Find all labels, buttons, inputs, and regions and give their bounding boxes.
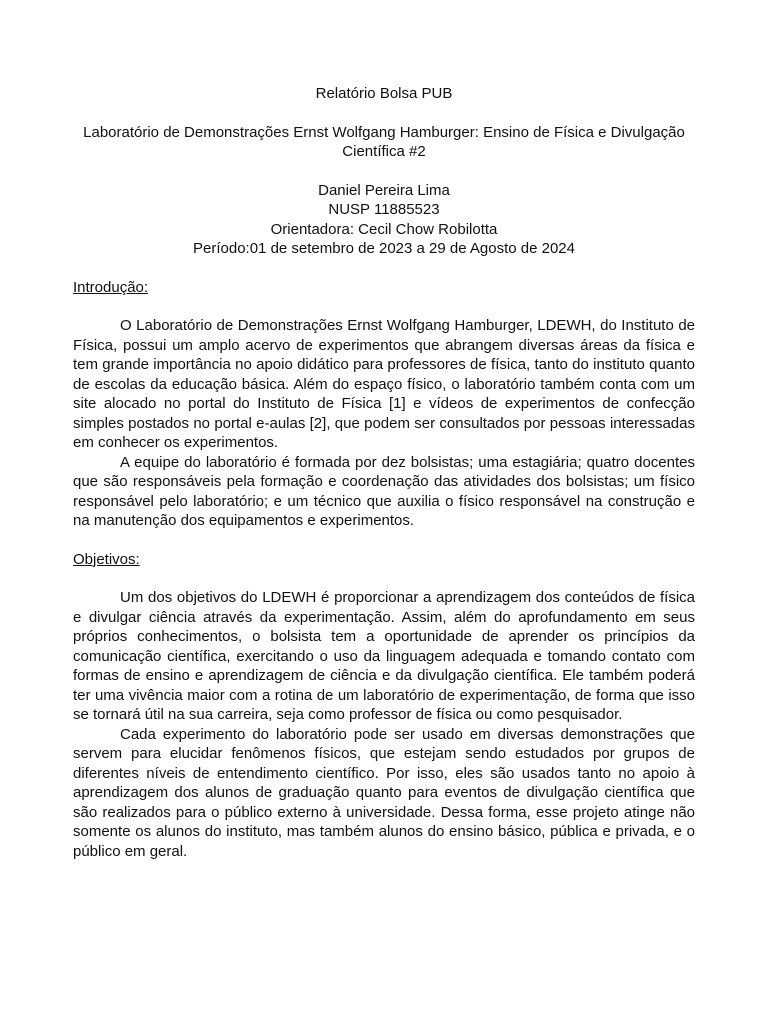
document-page (73, 84, 695, 861)
section-objectives (73, 550, 695, 862)
section-introduction (73, 278, 695, 531)
author-name: Daniel Pereira Lima (318, 181, 450, 199)
paragraph: A equipe do laboratório é formada por dez bolsistas; uma estagiária; quatro docentes que são responsáveis pela formação e coordenação das atividades dos bolsistas; um físico responsável pelo laboratório; e um técnico que auxilia o físico responsável na construção e na manutenção dos equipamentos e experimentos. (73, 453, 695, 529)
paragraph: Cada experimento do laboratório pode ser usado em diversas demonstrações que servem para elucidar fenômenos físicos, que estejam sendo estudados por grupos de diferentes níveis de entendimento científico. Por isso, eles são usados tanto no apoio à aprendizagem dos alunos de graduação quanto para eventos de divulgação científica que são realizados para o público externo à universidade. Dessa forma, esse projeto atinge não somente os alunos do instituto, mas também alunos do ensino básico, pública e privada, e o público em geral. (73, 725, 695, 860)
document-title: Relatório Bolsa PUB (315, 85, 453, 102)
student-id: NUSP 11885523 (328, 201, 440, 218)
document-subtitle: Laboratório de Demonstrações Ernst Wolfgang Hamburger: Ensino de Física e Divulgação Científica #2 (83, 123, 685, 160)
paragraph: O Laboratório de Demonstrações Ernst Wolfgang Hamburger, LDEWH, do Instituto de Física, possui um amplo acervo de experimentos que abrangem diversas áreas da física e tem grande importância no apoio didático para professores de física, tanto do instituto quanto de escolas da educação básica. Além do espaço físico, o laboratório também conta com um site alocado no portal do Instituto de Física [1] e vídeos de experimentos de confecção simples postados no portal e-aulas [2], que podem ser consultados por pessoas interessadas em conhecer os experimentos. (73, 317, 695, 451)
author-block (73, 181, 695, 259)
paragraph: Um dos objetivos do LDEWH é proporcionar a aprendizagem dos conteúdos de física e divulgar ciência através da experimentação. Assim, além do aprofundamento em seus próprios conhecimentos, o bolsista tem a oportunidade de aprender os princípios da comunicação científica, exercitando o uso da linguagem adequada e tomando contato com formas de ensino e aprendizagem de ciência e da divulgação científica. Ele também poderá ter uma vivência maior com a rotina de um laboratório de experimentação, de forma que isso se tornará útil na sua carreira, seja como professor de física ou como pesquisador. (73, 589, 695, 723)
section-heading-introduction: Introdução: (73, 278, 149, 296)
advisor-name: Orientadora: Cecil Chow Robilotta (270, 220, 498, 238)
section-heading-objectives: Objetivos: (73, 550, 140, 568)
period: Período:01 de setembro de 2023 a 29 de Agosto de 2024 (193, 240, 575, 257)
